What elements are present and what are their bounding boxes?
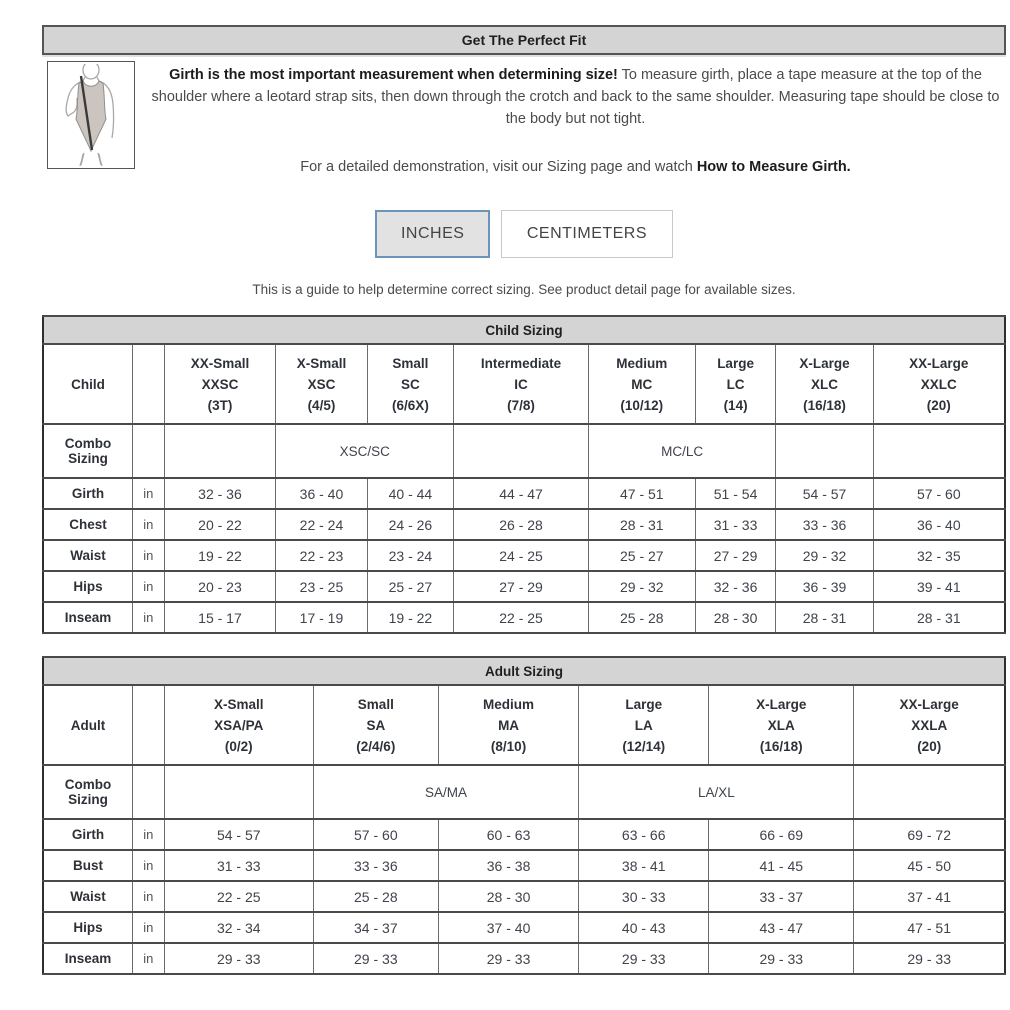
size-header-line: Small [392, 355, 429, 371]
size-header-line: (16/18) [759, 738, 803, 754]
combo-sizing-label: Combo Sizing [43, 424, 132, 478]
value-cell: 25 - 28 [588, 602, 695, 633]
value-cell: 63 - 66 [579, 819, 709, 850]
value-cell: 20 - 22 [164, 509, 276, 540]
measurement-label: Girth [43, 478, 132, 509]
size-column-header [695, 344, 776, 424]
size-header-row [43, 685, 1005, 765]
size-header-line: XX-Large [909, 355, 969, 371]
value-cell: 32 - 36 [695, 571, 776, 602]
measurement-row [43, 509, 1005, 540]
value-cell: 24 - 25 [454, 540, 589, 571]
size-header-line: (16/18) [803, 397, 846, 413]
size-header-line: (0/2) [224, 738, 253, 754]
size-header-line: Medium [483, 696, 535, 712]
measurement-row [43, 602, 1005, 633]
value-cell: 28 - 30 [438, 881, 578, 912]
adult-sizing-table [42, 656, 1006, 975]
value-cell: 28 - 31 [873, 602, 1005, 633]
combo-cell [873, 424, 1005, 478]
size-header-line: (7/8) [507, 397, 535, 413]
value-cell: 25 - 28 [313, 881, 438, 912]
value-cell: 28 - 31 [588, 509, 695, 540]
value-cell: 40 - 44 [367, 478, 454, 509]
size-header-line: (20) [917, 738, 942, 754]
size-header-line: Large [625, 696, 663, 712]
content-container [42, 25, 1006, 975]
girth-instructions-lead: Girth is the most important measurement when determining size! [169, 67, 618, 83]
value-cell: 33 - 36 [776, 509, 873, 540]
value-cell: 25 - 27 [588, 540, 695, 571]
size-header-line: X-Large [756, 696, 807, 712]
combo-sizing-row [43, 765, 1005, 819]
measurement-label: Inseam [43, 943, 132, 974]
value-cell: 28 - 30 [695, 602, 776, 633]
size-column-header [588, 344, 695, 424]
value-cell: 19 - 22 [367, 602, 454, 633]
value-cell: 28 - 31 [776, 602, 873, 633]
size-header-line: XLA [767, 717, 795, 733]
combo-cell: MC/LC [588, 424, 776, 478]
table-title: Adult Sizing [43, 657, 1005, 685]
table-title: Child Sizing [43, 316, 1005, 344]
value-cell: 25 - 27 [367, 571, 454, 602]
measurement-label: Hips [43, 571, 132, 602]
size-column-header [164, 685, 313, 765]
value-cell: 22 - 23 [276, 540, 367, 571]
size-column-header [367, 344, 454, 424]
value-cell: 36 - 40 [276, 478, 367, 509]
value-cell: 44 - 47 [454, 478, 589, 509]
value-cell: 22 - 25 [454, 602, 589, 633]
size-header-line: (4/5) [307, 397, 336, 413]
size-header-line: LC [726, 376, 745, 392]
value-cell: 37 - 41 [854, 881, 1005, 912]
unit-cell: in [132, 509, 164, 540]
value-cell: 27 - 29 [454, 571, 589, 602]
unit-cell: in [132, 912, 164, 943]
value-cell: 40 - 43 [579, 912, 709, 943]
value-cell: 26 - 28 [454, 509, 589, 540]
combo-cell: LA/XL [579, 765, 854, 819]
size-header-line: LA [634, 717, 653, 733]
size-header-row [43, 344, 1005, 424]
unit-cell: in [132, 478, 164, 509]
child-sizing-table [42, 315, 1006, 634]
value-cell: 60 - 63 [438, 819, 578, 850]
sizing-guide-note: This is a guide to help determine correct sizing. See product detail page for available sizes. [252, 282, 796, 297]
size-column-header [854, 685, 1005, 765]
value-cell: 29 - 33 [579, 943, 709, 974]
size-header-line: X-Small [213, 696, 264, 712]
size-header-line: (3T) [207, 397, 233, 413]
combo-cell [164, 765, 313, 819]
value-cell: 29 - 33 [164, 943, 313, 974]
value-cell: 54 - 57 [776, 478, 873, 509]
size-header-line: XXLC [920, 376, 957, 392]
table-row-header: Child [43, 344, 132, 424]
size-header-line: (14) [723, 397, 748, 413]
measurement-row [43, 881, 1005, 912]
size-header-line: (10/12) [620, 397, 664, 413]
unit-header-cell [132, 344, 164, 424]
value-cell: 23 - 24 [367, 540, 454, 571]
size-header-line: XSC [307, 376, 336, 392]
value-cell: 29 - 33 [313, 943, 438, 974]
table-title-row [43, 657, 1005, 685]
size-header-line: X-Large [799, 355, 850, 371]
value-cell: 29 - 32 [588, 571, 695, 602]
combo-cell [776, 424, 873, 478]
value-cell: 69 - 72 [854, 819, 1005, 850]
girth-measurement-illustration [47, 61, 135, 169]
value-cell: 20 - 23 [164, 571, 276, 602]
measurement-label: Inseam [43, 602, 132, 633]
combo-cell: XSC/SC [276, 424, 454, 478]
value-cell: 17 - 19 [276, 602, 367, 633]
size-header-line: Small [357, 696, 394, 712]
measurement-row [43, 540, 1005, 571]
size-header-line: XXLA [911, 717, 948, 733]
measurement-row [43, 478, 1005, 509]
value-cell: 36 - 39 [776, 571, 873, 602]
combo-cell [164, 424, 276, 478]
value-cell: 22 - 24 [276, 509, 367, 540]
combo-cell [854, 765, 1005, 819]
unit-cell: in [132, 540, 164, 571]
value-cell: 45 - 50 [854, 850, 1005, 881]
value-cell: 22 - 25 [164, 881, 313, 912]
value-cell: 34 - 37 [313, 912, 438, 943]
measurement-row [43, 912, 1005, 943]
size-header-line: (12/14) [622, 738, 666, 754]
size-header-line: IC [514, 376, 528, 392]
girth-instructions [135, 61, 1006, 178]
value-cell: 27 - 29 [695, 540, 776, 571]
table-title-row [43, 316, 1005, 344]
size-column-header [454, 344, 589, 424]
combo-cell [454, 424, 589, 478]
measurement-row [43, 819, 1005, 850]
size-column-header [164, 344, 276, 424]
measurement-label: Bust [43, 850, 132, 881]
value-cell: 29 - 33 [854, 943, 1005, 974]
measurement-row [43, 943, 1005, 974]
value-cell: 38 - 41 [579, 850, 709, 881]
size-header-line: SC [401, 376, 420, 392]
measurement-row [43, 850, 1005, 881]
size-header-line: X-Small [296, 355, 347, 371]
value-cell: 57 - 60 [873, 478, 1005, 509]
value-cell: 32 - 36 [164, 478, 276, 509]
value-cell: 33 - 36 [313, 850, 438, 881]
size-column-header [276, 344, 367, 424]
unit-cell: in [132, 850, 164, 881]
combo-cell: SA/MA [313, 765, 578, 819]
unit-header-cell [132, 685, 164, 765]
measurement-label: Girth [43, 819, 132, 850]
size-header-line: SA [366, 717, 386, 733]
size-header-line: Large [717, 355, 754, 371]
size-header-line: XXSC [201, 376, 239, 392]
centimeters-button[interactable]: CENTIMETERS [501, 210, 673, 258]
size-header-line: (8/10) [490, 738, 527, 754]
value-cell: 36 - 38 [438, 850, 578, 881]
combo-sizing-label: Combo Sizing [43, 765, 132, 819]
value-cell: 19 - 22 [164, 540, 276, 571]
value-cell: 30 - 33 [579, 881, 709, 912]
value-cell: 32 - 34 [164, 912, 313, 943]
size-column-header [873, 344, 1005, 424]
size-column-header [776, 344, 873, 424]
value-cell: 29 - 32 [776, 540, 873, 571]
value-cell: 31 - 33 [695, 509, 776, 540]
combo-unit-cell [132, 765, 164, 819]
value-cell: 41 - 45 [709, 850, 854, 881]
measurement-label: Chest [43, 509, 132, 540]
value-cell: 51 - 54 [695, 478, 776, 509]
perfect-fit-header [42, 25, 1006, 55]
value-cell: 66 - 69 [709, 819, 854, 850]
size-column-header [579, 685, 709, 765]
inches-button[interactable]: INCHES [375, 210, 490, 258]
girth-instructions-body: To measure girth, place a tape measure at the top of the shoulder where a leotard strap sits, then down through the crotch and back to the same shoulder. Measuring tape should be close to the body but not tight. [151, 67, 1000, 127]
size-header-line: MA [498, 717, 520, 733]
value-cell: 23 - 25 [276, 571, 367, 602]
unit-cell: in [132, 943, 164, 974]
measurement-label: Waist [43, 881, 132, 912]
sizing-demo-bold: How to Measure Girth. [696, 159, 851, 175]
size-column-header [438, 685, 578, 765]
size-header-line: Intermediate [480, 355, 562, 371]
size-header-line: Medium [616, 355, 668, 371]
value-cell: 47 - 51 [588, 478, 695, 509]
combo-sizing-row [43, 424, 1005, 478]
value-cell: 31 - 33 [164, 850, 313, 881]
sizing-demo-note [145, 156, 1006, 178]
value-cell: 32 - 35 [873, 540, 1005, 571]
combo-unit-cell [132, 424, 164, 478]
sizing-demo-prefix: For a detailed demonstration, visit our Sizing page and watch [300, 159, 697, 175]
size-column-header [709, 685, 854, 765]
unit-cell: in [132, 881, 164, 912]
value-cell: 57 - 60 [313, 819, 438, 850]
size-column-header [313, 685, 438, 765]
value-cell: 24 - 26 [367, 509, 454, 540]
value-cell: 47 - 51 [854, 912, 1005, 943]
value-cell: 29 - 33 [709, 943, 854, 974]
value-cell: 36 - 40 [873, 509, 1005, 540]
value-cell: 15 - 17 [164, 602, 276, 633]
value-cell: 43 - 47 [709, 912, 854, 943]
value-cell: 39 - 41 [873, 571, 1005, 602]
size-header-line: XX-Large [899, 696, 959, 712]
leotard-figure-icon [50, 64, 132, 166]
unit-toggle [42, 210, 1006, 258]
size-header-line: (2/4/6) [356, 738, 396, 754]
girth-intro-section [42, 61, 1006, 178]
measurement-label: Waist [43, 540, 132, 571]
value-cell: 54 - 57 [164, 819, 313, 850]
size-header-line: XLC [811, 376, 839, 392]
size-header-line: MC [631, 376, 653, 392]
value-cell: 29 - 33 [438, 943, 578, 974]
measurement-row [43, 571, 1005, 602]
unit-cell: in [132, 602, 164, 633]
value-cell: 37 - 40 [438, 912, 578, 943]
page-title: Get The Perfect Fit [461, 32, 587, 48]
size-header-line: XSA/PA [214, 717, 264, 733]
size-header-line: (20) [926, 397, 951, 413]
unit-cell: in [132, 819, 164, 850]
table-row-header: Adult [43, 685, 132, 765]
unit-cell: in [132, 571, 164, 602]
girth-instructions-paragraph [145, 64, 1006, 130]
measurement-label: Hips [43, 912, 132, 943]
size-header-line: XX-Small [190, 355, 250, 371]
size-header-line: (6/6X) [392, 397, 429, 413]
value-cell: 33 - 37 [709, 881, 854, 912]
